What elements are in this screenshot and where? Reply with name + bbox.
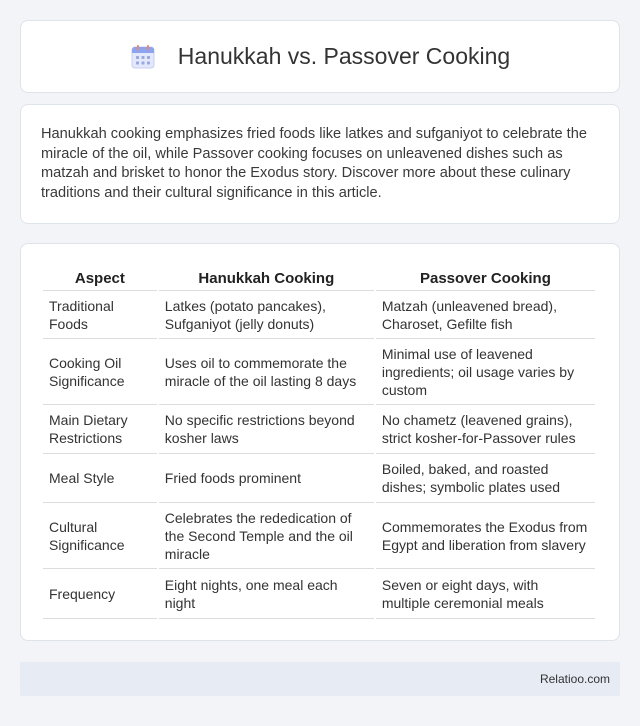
row-aspect: Meal Style	[43, 454, 157, 503]
table-row	[43, 569, 595, 619]
comparison-table	[41, 264, 597, 619]
table-row	[43, 405, 595, 454]
row-passover: Seven or eight days, with multiple ceremonial meals	[376, 569, 595, 619]
footer	[20, 662, 620, 696]
row-passover: No chametz (leavened grains), strict kosher-for-Passover rules	[376, 405, 595, 454]
row-hanukkah: Fried foods prominent	[159, 454, 374, 503]
table-row	[43, 339, 595, 405]
row-passover: Matzah (unleavened bread), Charoset, Gefilte fish	[376, 291, 595, 339]
row-aspect: Traditional Foods	[43, 291, 157, 339]
table-row	[43, 454, 595, 503]
page-title: Hanukkah vs. Passover Cooking	[177, 43, 511, 69]
header-passover: Passover Cooking	[376, 264, 595, 291]
footer-brand[interactable]: Relatioo.com	[539, 672, 610, 686]
header-aspect: Aspect	[43, 264, 157, 291]
calendar-icon	[130, 44, 156, 70]
row-passover: Commemorates the Exodus from Egypt and liberation from slavery	[376, 503, 595, 569]
table-row	[43, 291, 595, 339]
intro-card	[20, 104, 620, 224]
table-header-row	[43, 264, 595, 291]
row-aspect: Cooking Oil Significance	[43, 339, 157, 405]
row-hanukkah: Celebrates the rededication of the Second Temple and the oil miracle	[159, 503, 374, 569]
intro-text: Hanukkah cooking emphasizes fried foods like latkes and sufganiyot to celebrate the miracle of the oil, while Passover cooking focuses on unleavened dishes such as matzah and brisket to honor the Exodus story. Discover more about these culinary traditions and their cultural significance in this article.	[41, 126, 587, 201]
row-passover: Minimal use of leavened ingredients; oil usage varies by custom	[376, 339, 595, 405]
row-hanukkah: No specific restrictions beyond kosher laws	[159, 405, 374, 454]
row-hanukkah: Latkes (potato pancakes), Sufganiyot (jelly donuts)	[159, 291, 374, 339]
row-passover: Boiled, baked, and roasted dishes; symbolic plates used	[376, 454, 595, 503]
row-aspect: Main Dietary Restrictions	[43, 405, 157, 454]
row-aspect: Frequency	[43, 569, 157, 619]
row-hanukkah: Eight nights, one meal each night	[159, 569, 374, 619]
row-hanukkah: Uses oil to commemorate the miracle of the oil lasting 8 days	[159, 339, 374, 405]
row-aspect: Cultural Significance	[43, 503, 157, 569]
table-row	[43, 503, 595, 569]
header-hanukkah: Hanukkah Cooking	[159, 264, 374, 291]
title-card	[20, 20, 620, 93]
comparison-card	[20, 243, 620, 641]
